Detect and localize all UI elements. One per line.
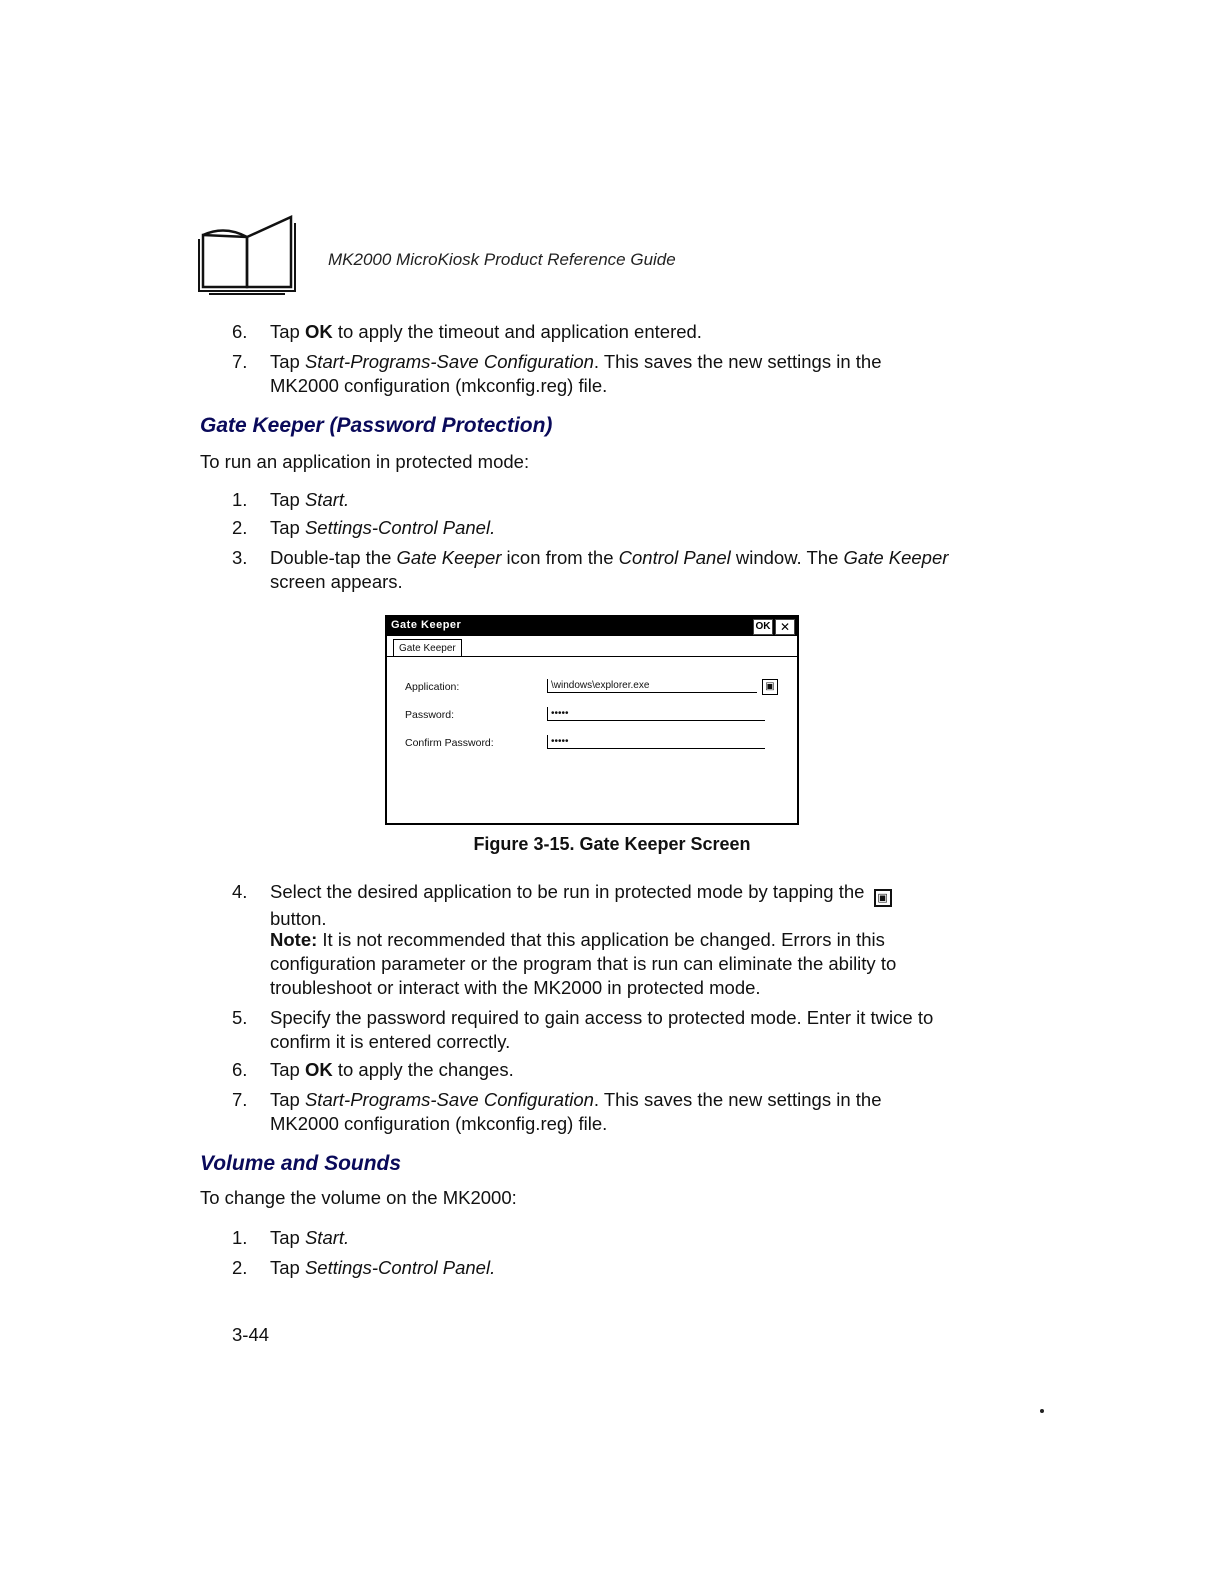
application-label: Application: bbox=[405, 681, 460, 693]
step-number: 4. bbox=[232, 881, 248, 902]
scan-speck bbox=[1040, 1409, 1044, 1413]
step-number: 7. bbox=[232, 1089, 248, 1110]
step-number: 1. bbox=[232, 489, 248, 510]
password-label: Password: bbox=[405, 709, 455, 721]
text-run: Gate Keeper bbox=[396, 547, 502, 568]
browse-icon: ▣ bbox=[874, 889, 892, 907]
step-text bbox=[270, 1226, 992, 1250]
section-heading: Volume and Sounds bbox=[200, 1152, 402, 1175]
text-run: screen appears. bbox=[270, 571, 403, 592]
list-item bbox=[232, 516, 992, 540]
text-run: Settings-Control Panel. bbox=[304, 517, 496, 538]
step-number: 7. bbox=[232, 351, 248, 372]
list-item bbox=[232, 350, 932, 398]
figure-caption: Figure 3-15. Gate Keeper Screen bbox=[473, 834, 751, 854]
text-run: OK bbox=[304, 321, 333, 342]
text-run: to apply the changes. bbox=[332, 1059, 514, 1080]
step-number: 6. bbox=[232, 1059, 248, 1080]
book-icon bbox=[195, 213, 305, 295]
password-field[interactable]: ••••• bbox=[547, 707, 765, 721]
list-item bbox=[232, 1006, 992, 1054]
step-number: 5. bbox=[232, 1007, 248, 1028]
step-number: 2. bbox=[232, 517, 248, 538]
intro-paragraph: To run an application in protected mode: bbox=[200, 451, 530, 472]
step-text bbox=[270, 488, 992, 512]
text-run: to apply the timeout and application entered. bbox=[332, 321, 702, 342]
running-header: MK2000 MicroKiosk Product Reference Guide bbox=[328, 250, 676, 269]
step-text bbox=[270, 546, 1002, 594]
application-field[interactable]: \windows\explorer.exe bbox=[547, 679, 757, 693]
list-item bbox=[232, 880, 952, 931]
dialog-title: Gate Keeper bbox=[391, 619, 462, 631]
text-run: Settings-Control Panel. bbox=[304, 1257, 496, 1278]
text-run: Select the desired application to be run in protected mode by tapping the bbox=[270, 881, 870, 902]
close-icon[interactable]: ✕ bbox=[775, 619, 795, 635]
list-item bbox=[232, 1226, 992, 1250]
text-run: Tap bbox=[270, 1257, 305, 1278]
text-run: Start-Programs-Save Configuration bbox=[304, 1089, 594, 1110]
step-text bbox=[270, 1256, 992, 1280]
tab-divider bbox=[387, 656, 797, 657]
intro-paragraph: To change the volume on the MK2000: bbox=[200, 1187, 517, 1208]
text-run: . This saves the new settings in the MK2000 configuration (mkconfig.reg) file. bbox=[270, 1089, 882, 1134]
dialog-titlebar bbox=[387, 617, 797, 636]
step-number: 1. bbox=[232, 1227, 248, 1248]
text-run: button. bbox=[270, 908, 327, 929]
list-item bbox=[232, 1058, 992, 1082]
text-run: Tap bbox=[270, 351, 305, 372]
list-item bbox=[232, 1088, 932, 1136]
confirm-password-label: Confirm Password: bbox=[405, 737, 494, 749]
text-run: Tap bbox=[270, 321, 305, 342]
text-run: Tap bbox=[270, 1227, 305, 1248]
text-run: Start. bbox=[304, 489, 350, 510]
page-number: 3-44 bbox=[232, 1324, 270, 1345]
step-text bbox=[270, 1088, 932, 1136]
note bbox=[232, 928, 952, 1000]
step-text bbox=[270, 320, 992, 344]
step-text bbox=[270, 1006, 992, 1054]
list-item bbox=[232, 1256, 992, 1280]
note-text bbox=[270, 928, 952, 1000]
step-text bbox=[270, 880, 952, 931]
text-run: . This saves the new settings in the MK2000 configuration (mkconfig.reg) file. bbox=[270, 351, 882, 396]
step-number: 6. bbox=[232, 321, 248, 342]
browse-icon[interactable]: ▣ bbox=[762, 679, 778, 695]
text-run: Double-tap the bbox=[270, 547, 397, 568]
text-run: icon from the bbox=[501, 547, 619, 568]
list-item bbox=[232, 546, 1002, 594]
tab-gate-keeper[interactable]: Gate Keeper bbox=[393, 639, 462, 657]
step-text bbox=[270, 1058, 992, 1082]
ok-button[interactable]: OK bbox=[753, 619, 773, 635]
text-run: Tap bbox=[270, 489, 305, 510]
gate-keeper-dialog bbox=[385, 615, 799, 825]
text-run: Start-Programs-Save Configuration bbox=[304, 351, 594, 372]
text-run: OK bbox=[304, 1059, 333, 1080]
text-run: Note: bbox=[270, 929, 318, 950]
text-run: Control Panel bbox=[618, 547, 731, 568]
text-run: Tap bbox=[270, 517, 305, 538]
text-run: Gate Keeper bbox=[843, 547, 949, 568]
text-run: window. The bbox=[730, 547, 844, 568]
list-item bbox=[232, 488, 992, 512]
step-text bbox=[270, 516, 992, 540]
step-text bbox=[270, 350, 932, 398]
text-run: Specify the password required to gain access to protected mode. Enter it twice to confirm it is entered correctly. bbox=[270, 1007, 934, 1052]
list-item bbox=[232, 320, 992, 344]
section-heading: Gate Keeper (Password Protection) bbox=[200, 414, 553, 437]
confirm-password-field[interactable]: ••••• bbox=[547, 735, 765, 749]
step-number: 3. bbox=[232, 547, 248, 568]
step-number: 2. bbox=[232, 1257, 248, 1278]
text-run: It is not recommended that this application be changed. Errors in this configuration parameter or the program that is run can eliminate the ability to troubleshoot or interact with the MK2000 in protected mode. bbox=[270, 929, 897, 998]
text-run: Tap bbox=[270, 1089, 305, 1110]
text-run: Tap bbox=[270, 1059, 305, 1080]
text-run: Start. bbox=[304, 1227, 350, 1248]
